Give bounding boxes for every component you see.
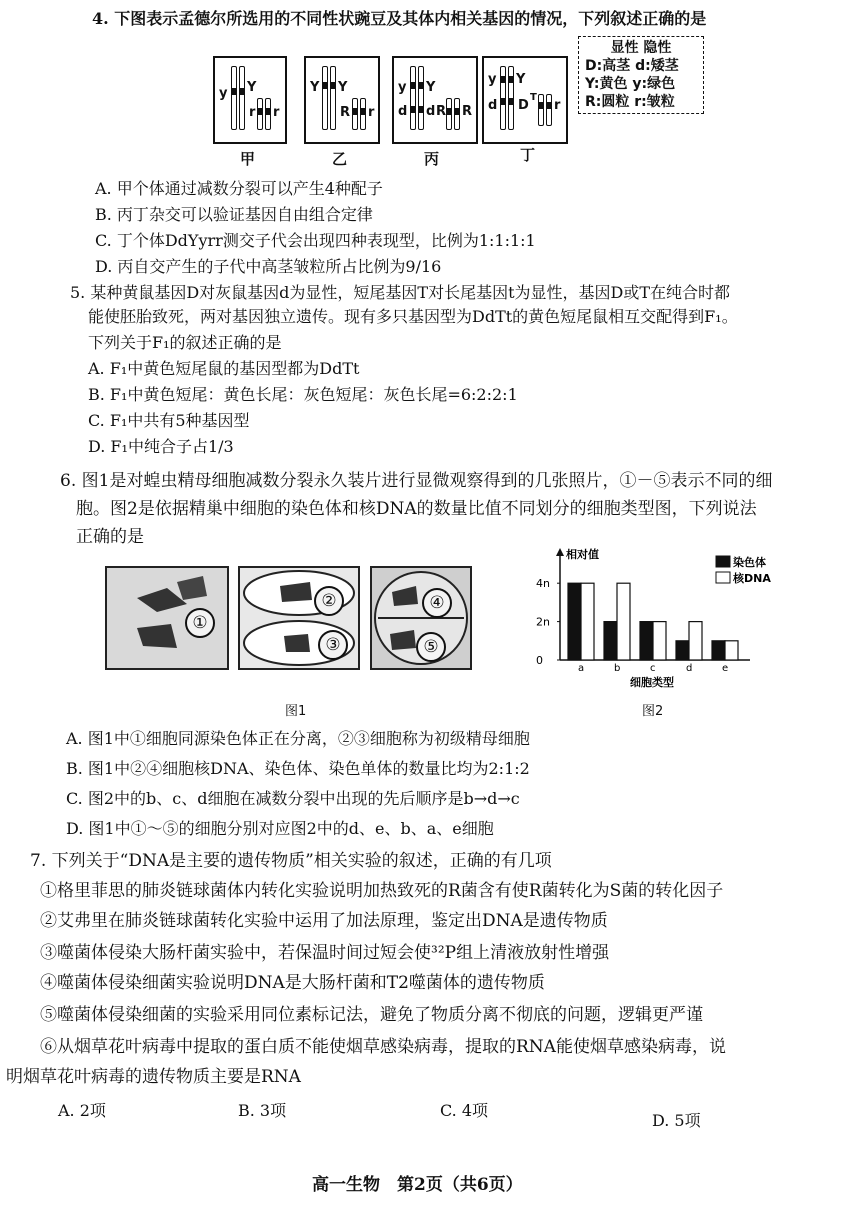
- photo-cell-2-3: [238, 566, 360, 670]
- q7-option-d: D. 5项: [652, 1111, 701, 1130]
- fig2-caption: 图2: [642, 704, 664, 719]
- y-tick-label: 2n: [536, 615, 550, 629]
- q5-option-a: A. F₁中黄色短尾鼠的基因型都为DdTt: [88, 359, 360, 378]
- gene-label: y: [398, 80, 407, 95]
- cell-bing: [392, 56, 478, 144]
- q6-option-d: D. 图1中①～⑤的细胞分别对应图2中的d、e、b、a、e细胞: [66, 819, 494, 838]
- bar-dna: [581, 583, 594, 660]
- x-tick-label: e: [722, 663, 729, 674]
- fig1-caption: 图1: [285, 704, 307, 719]
- q6-option-c: C. 图2中的b、c、d细胞在减数分裂中出现的先后顺序是b→d→c: [66, 789, 520, 808]
- q6-stem-line: 胞。图2是依据精巢中细胞的染色体和核DNA的数量比值不同划分的细胞类型图，下列说法: [76, 499, 757, 519]
- cell-ding: [482, 56, 568, 144]
- q7-item: ④噬菌体侵染细菌实验说明DNA是大肠杆菌和T2噬菌体的遗传物质: [40, 973, 545, 993]
- x-tick-label: c: [650, 663, 656, 674]
- q6-option-a: A. 图1中①细胞同源染色体正在分离，②③细胞称为初级精母细胞: [66, 729, 530, 748]
- bar-dna: [725, 641, 738, 660]
- gene-label: R: [340, 105, 351, 120]
- q7-item: ②艾弗里在肺炎链球菌转化实验中运用了加法原理，鉴定出DNA是遗传物质: [40, 911, 608, 931]
- q6-stem-line: 6. 图1是对蝗虫精母细胞减数分裂永久装片进行显微观察得到的几张照片，①－⑤表示不同的细: [60, 471, 773, 491]
- gene-label: r: [368, 105, 375, 120]
- q7-item: ①格里菲思的肺炎链球菌体内转化实验说明加热致死的R菌含有使R菌转化为S菌的转化因子: [40, 881, 724, 901]
- bar-chromosome: [640, 622, 653, 660]
- gene-label: Y: [247, 80, 257, 95]
- gene-label: y: [488, 72, 497, 87]
- x-tick-label: b: [614, 663, 621, 674]
- q5-option-d: D. F₁中纯合子占1/3: [88, 437, 234, 456]
- gene-label: r: [554, 98, 561, 113]
- gene-label: r: [249, 105, 256, 120]
- gene-label: Y: [338, 80, 348, 95]
- legend-row: R:圆粒 r:皱粒: [585, 94, 675, 110]
- legend-label: 染色体: [733, 556, 766, 569]
- y-axis-arrow: [556, 548, 564, 556]
- q7-item: ⑥从烟草花叶病毒中提取的蛋白质不能使烟草感染病毒，提取的RNA能使烟草感染病毒，说: [40, 1037, 726, 1057]
- x-tick-label: d: [686, 663, 693, 674]
- q5-stem-line: 下列关于F₁的叙述正确的是: [88, 333, 282, 352]
- gene-label: Y: [516, 72, 526, 87]
- gene-label: Y: [426, 80, 436, 95]
- photo-label: ①: [185, 608, 215, 638]
- q7-item: ③噬菌体侵染大肠杆菌实验中，若保温时间过短会使³²P组上清液放射性增强: [40, 943, 610, 963]
- photo-cell-4-5: [370, 566, 472, 670]
- gene-label: r: [273, 105, 280, 120]
- q7-stem: 7. 下列关于“DNA是主要的遗传物质”相关实验的叙述，正确的有几项: [30, 851, 552, 871]
- q6-option-b: B. 图1中②④细胞核DNA、染色体、染色单体的数量比均为2:1:2: [66, 759, 530, 778]
- bar-chromosome: [604, 622, 617, 660]
- q5-option-c: C. F₁中共有5种基因型: [88, 411, 250, 430]
- cell-yi: [304, 56, 380, 144]
- q7-option-b: B. 3项: [238, 1101, 287, 1120]
- legend-swatch: [716, 572, 730, 583]
- q7-item: ⑤噬菌体侵染细菌的实验采用同位素标记法，避免了物质分离不彻底的问题，逻辑更严谨: [40, 1005, 703, 1025]
- q5-stem-line: 5. 某种黄鼠基因D对灰鼠基因d为显性，短尾基因T对长尾基因t为显性，基因D或T在纯合时都: [70, 283, 731, 302]
- cell-label: 甲: [240, 150, 256, 168]
- gene-label: Y: [310, 80, 320, 95]
- legend-row: D:高茎 d:矮茎: [585, 58, 679, 74]
- q4-stem: 4. 下图表示孟德尔所选用的不同性状豌豆及其体内相关基因的情况，下列叙述正确的是: [92, 9, 707, 28]
- cell-label: 丁: [520, 146, 536, 164]
- page-footer: 高一生物 第2页（共6页）: [312, 1175, 523, 1195]
- fig2-chart: [530, 548, 790, 688]
- gene-label: d: [426, 104, 436, 119]
- photo-label: ⑤: [416, 632, 446, 662]
- gene-legend: [578, 36, 704, 114]
- legend-swatch: [716, 556, 730, 567]
- bar-chromosome: [712, 641, 725, 660]
- cell-jia: [213, 56, 287, 144]
- gene-label: d: [398, 104, 408, 119]
- gene-label: D: [518, 98, 529, 113]
- q4-option-c: C. 丁个体DdYyrr测交子代会出现四种表现型，比例为1:1:1:1: [95, 231, 536, 250]
- bar-dna: [653, 622, 666, 660]
- y-axis-label: 相对值: [566, 548, 599, 561]
- x-axis-label: 细胞类型: [630, 676, 674, 688]
- photo-cell-1: [105, 566, 229, 670]
- q7-option-c: C. 4项: [440, 1101, 489, 1120]
- q5-stem-line: 能使胚胎致死，两对基因独立遗传。现有多只基因型为DdTt的黄色短尾鼠相互交配得到F₁。: [88, 307, 738, 326]
- bar-dna: [617, 583, 630, 660]
- bar-dna: [689, 622, 702, 660]
- q4-option-b: B. 丙丁杂交可以验证基因自由组合定律: [95, 205, 373, 224]
- gene-label: d: [488, 98, 498, 113]
- photo-label: ④: [422, 588, 452, 618]
- q6-stem-line: 正确的是: [76, 527, 144, 547]
- bar-chromosome: [676, 641, 689, 660]
- gene-label: R: [436, 104, 447, 119]
- q5-option-b: B. F₁中黄色短尾：黄色长尾：灰色短尾：灰色长尾=6:2:2:1: [88, 385, 518, 404]
- legend-row: Y:黄色 y:绿色: [585, 76, 676, 92]
- q7-item: 明烟草花叶病毒的遗传物质主要是RNA: [6, 1067, 301, 1087]
- photo-label: ②: [314, 586, 344, 616]
- photo-label: ③: [318, 630, 348, 660]
- legend-label: 核DNA: [733, 572, 771, 585]
- bar-chart: [530, 548, 790, 688]
- x-tick-label: a: [578, 663, 585, 674]
- gene-label: R: [462, 104, 473, 119]
- q7-option-a: A. 2项: [58, 1101, 106, 1120]
- gene-label: T: [530, 92, 537, 103]
- y-tick-label: 0: [536, 654, 543, 667]
- gene-label: y: [219, 86, 228, 101]
- cell-label: 乙: [332, 150, 348, 168]
- q4-option-d: D. 丙自交产生的子代中高茎皱粒所占比例为9/16: [95, 257, 442, 276]
- q4-option-a: A. 甲个体通过减数分裂可以产生4种配子: [95, 179, 383, 198]
- y-tick-label: 4n: [536, 577, 550, 591]
- legend-header: 显性 隐性: [610, 40, 672, 56]
- bar-chromosome: [568, 583, 581, 660]
- cell-label: 丙: [424, 150, 440, 168]
